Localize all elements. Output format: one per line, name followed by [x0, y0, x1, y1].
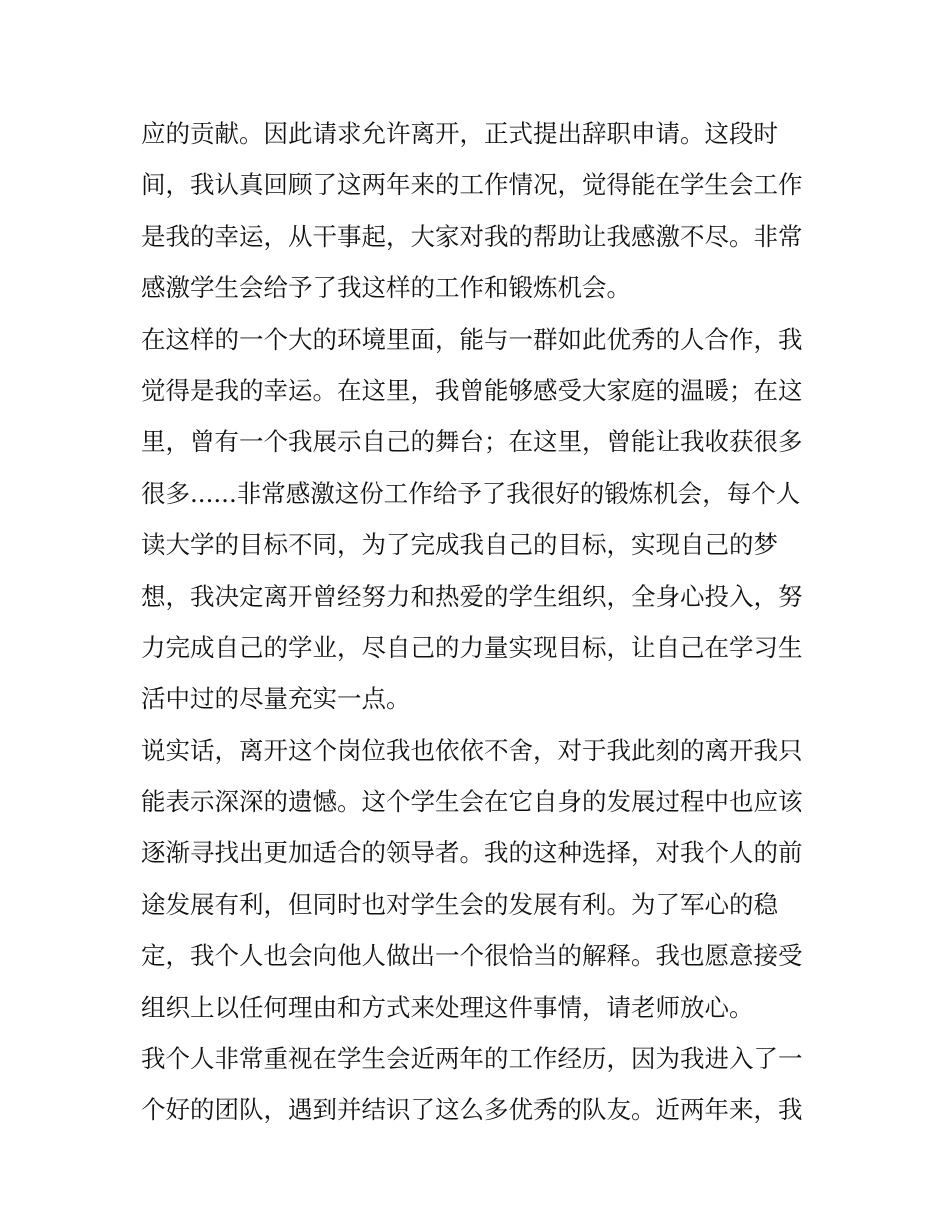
text-line: 在这样的一个大的环境里面，能与一群如此优秀的人合作，我 — [141, 324, 803, 354]
text-line: 活中过的尽量充实一点。 — [141, 684, 411, 714]
text-line: 感激学生会给予了我这样的工作和锻炼机会。 — [141, 273, 631, 303]
text-line: 间，我认真回顾了这两年来的工作情况，觉得能在学生会工作 — [141, 170, 803, 200]
text-line: 读大学的目标不同，为了完成我自己的目标，实现自己的梦 — [141, 530, 778, 560]
text-line: 定，我个人也会向他人做出一个很恰当的解释。我也愿意接受 — [141, 941, 803, 971]
text-line: 里，曾有一个我展示自己的舞台；在这里，曾能让我收获很多 — [141, 427, 803, 457]
text-line: 能表示深深的遗憾。这个学生会在它自身的发展过程中也应该 — [141, 787, 803, 817]
text-line: 逐渐寻找出更加适合的领导者。我的这种选择，对我个人的前 — [141, 838, 803, 868]
text-line: 个好的团队，遇到并结识了这么多优秀的队友。近两年来，我 — [141, 1095, 803, 1125]
text-line: 我个人非常重视在学生会近两年的工作经历，因为我进入了一 — [141, 1044, 803, 1074]
text-line: 力完成自己的学业，尽自己的力量实现目标，让自己在学习生 — [141, 632, 803, 662]
text-line: 想，我决定离开曾经努力和热爱的学生组织，全身心投入，努 — [141, 581, 803, 611]
text-line: 是我的幸运，从干事起，大家对我的帮助让我感激不尽。非常 — [141, 221, 803, 251]
text-line: 途发展有利，但同时也对学生会的发展有利。为了军心的稳 — [141, 889, 778, 919]
text-line: 很多......非常感激这份工作给予了我很好的锻炼机会，每个人 — [141, 478, 801, 508]
text-line: 觉得是我的幸运。在这里，我曾能够感受大家庭的温暖；在这 — [141, 375, 803, 405]
text-line: 应的贡献。因此请求允许离开，正式提出辞职申请。这段时 — [141, 119, 778, 148]
text-line: 组织上以任何理由和方式来处理这件事情，请老师放心。 — [141, 992, 754, 1022]
text-line: 说实话，离开这个岗位我也依依不舍，对于我此刻的离开我只 — [141, 735, 803, 765]
resignation-letter-body — [141, 108, 821, 1136]
